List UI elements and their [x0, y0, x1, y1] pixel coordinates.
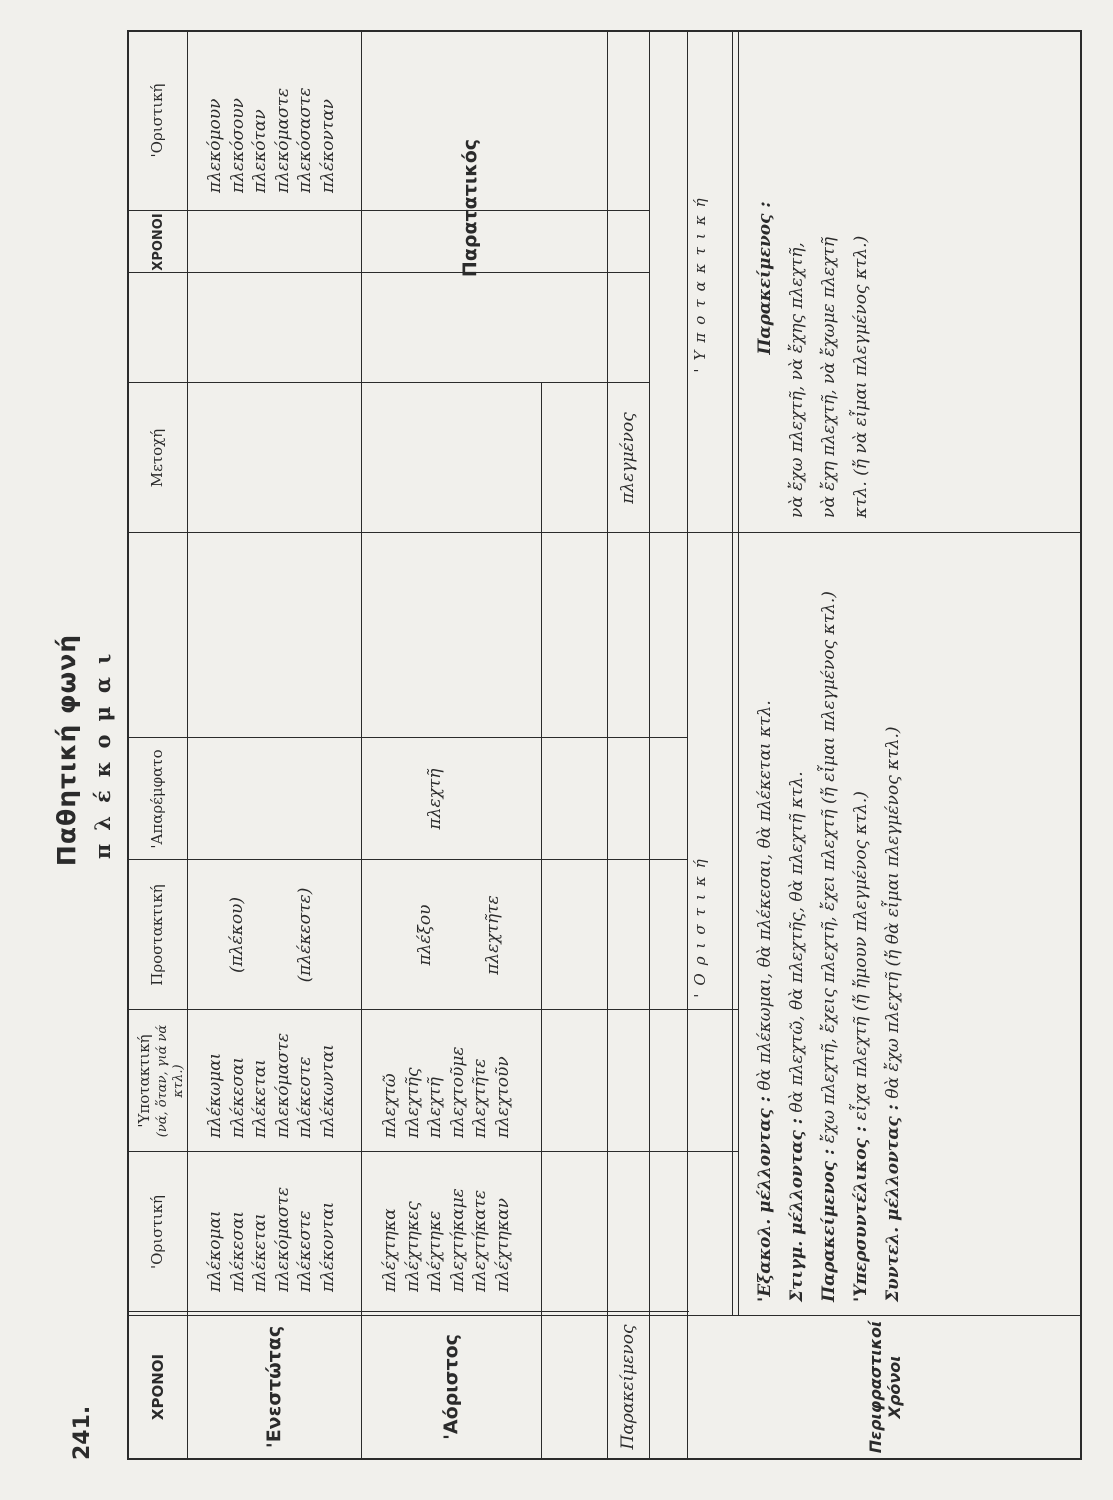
line-text: θὰ πλέκωμαι, θὰ πλέκεσαι, θὰ πλέκεται κτλ. — [755, 700, 775, 1091]
col-divider — [687, 532, 1082, 533]
form: πλεκόμαστε — [272, 1032, 293, 1138]
form: (πλέκου) — [227, 896, 247, 974]
form: πλέχτηκαν — [492, 1198, 513, 1292]
header-subjunctive-block — [135, 1010, 187, 1152]
form: (πλέκεστε) — [294, 887, 315, 983]
header-imperative: Προστακτική — [148, 884, 167, 986]
form: πλεχτήκατε — [470, 1189, 490, 1292]
row-divider — [361, 30, 362, 1458]
periphrastic-subjunctive-head: 'Υποτακτική — [691, 190, 709, 373]
form: πλέκομαι — [205, 1210, 225, 1292]
form: πλέκεται — [250, 1213, 270, 1292]
col-divider — [129, 1311, 689, 1312]
form: πλέκωμαι — [205, 1052, 225, 1138]
subj-line: νὰ ἔχη πλεχτῆ, νὰ ἔχωμε πλεχτῆ — [819, 236, 839, 518]
aorist-subjunctive — [379, 1010, 514, 1138]
tense-perfect: Παρακείμενος — [618, 1324, 638, 1450]
present-indicative — [204, 1152, 339, 1292]
form: πλέξου — [415, 904, 435, 966]
form: πλέκονταν — [317, 98, 338, 193]
header-tenses-right: ΧΡΟΝΟΙ — [150, 213, 166, 271]
aorist-indicative — [379, 1152, 514, 1292]
aorist-imperative — [414, 860, 504, 1010]
verb-heading: πλέκομαι — [90, 640, 115, 860]
periphrastic-line — [877, 537, 909, 1302]
page-title: Παθητική φωνή — [52, 633, 81, 867]
col-divider — [129, 859, 687, 860]
form: πλεχτοῦν — [492, 1056, 513, 1138]
present-imperative — [226, 860, 316, 1010]
periphrastic-subjunctive — [749, 38, 877, 518]
col-divider — [129, 382, 649, 383]
aorist-infinitive: πλεχτῆ — [425, 768, 445, 830]
header-indicative: 'Οριστική — [148, 1195, 167, 1269]
page-number: 241. — [70, 1405, 95, 1460]
tense-periphrastic: Περιφραστικοί Χρόνοι — [865, 1320, 904, 1454]
imperfect-indicative — [204, 33, 339, 193]
row-divider — [541, 383, 542, 1458]
subj-line: νὰ ἔχω πλεχτῆ, νὰ ἔχης πλεχτῆ, — [787, 242, 807, 518]
row-divider — [649, 30, 650, 1458]
form: πλέχτηκες — [402, 1201, 423, 1292]
form: πλέκεστε — [295, 1056, 315, 1138]
periphrastic-line — [749, 537, 781, 1302]
line-label: 'Εξακολ. μέλλοντας : — [755, 1096, 775, 1302]
form: πλεχτῆτε — [470, 1058, 490, 1138]
form: πλεχτοῦμε — [447, 1046, 468, 1138]
form: πλεκόμαστε — [272, 87, 293, 193]
form: πλεχτῆς — [402, 1067, 423, 1138]
tense-aorist: 'Αόριστος — [440, 1334, 462, 1440]
line-label: 'Υπερσυντέλικος : — [851, 1125, 871, 1302]
line-text: θὰ ἔχω πλεχτῆ (ἤ θὰ εἶμαι πλεγμένος κτλ.) — [883, 726, 903, 1099]
tense-imperfect: Παρατατικός — [459, 138, 481, 278]
form: πλέκεσαι — [227, 1210, 248, 1292]
present-subjunctive — [204, 1010, 339, 1138]
form: πλέχτηκα — [380, 1208, 400, 1292]
tense-present: 'Ενεστώτας — [263, 1325, 285, 1449]
form: πλέκεσαι — [227, 1056, 248, 1138]
row-divider — [607, 30, 608, 1458]
col-divider — [129, 737, 687, 738]
form: πλεχτῆτε — [482, 895, 503, 975]
form: πλέκεστε — [295, 1210, 315, 1292]
form: πλέχτηκε — [425, 1210, 445, 1292]
row-divider — [738, 30, 739, 1316]
line-label: Παρακείμενος : — [819, 1148, 839, 1302]
perfect-participle: πλεγμένος — [617, 412, 638, 504]
header-tenses: ΧΡΟΝΟΙ — [149, 1353, 167, 1421]
tense-imperfect-block — [187, 211, 361, 273]
form: πλεκόμαστε — [272, 1186, 293, 1292]
line-text: θὰ πλεχτῶ, θὰ πλεχτῆς, θὰ πλεχτῆ κτλ. — [787, 771, 807, 1113]
line-text: ἔχω πλεχτῆ, ἔχεις πλεχτῆ, ἔχει πλεχτῆ (ἤ εἶμαι πλεγμένος κτλ.) — [819, 591, 839, 1144]
row-divider — [732, 30, 733, 1316]
row-divider — [687, 30, 688, 1458]
form: πλεκόμουν — [205, 98, 225, 193]
periphrastic-line — [781, 537, 813, 1302]
form: πλεκόσουν — [227, 98, 248, 193]
line-text: εἶχα πλεχτῆ (ἤ ἤμουν πλεγμένος κτλ.) — [851, 791, 871, 1121]
form: πλεκόσαστε — [295, 87, 315, 193]
conjugation-table — [127, 30, 1082, 1460]
header-subjunctive: 'Υποτακτική — [135, 1034, 153, 1128]
periphrastic-line — [845, 537, 877, 1302]
subj-perfect-label: Παρακείμενος : — [755, 201, 775, 355]
form: πλέκεται — [250, 1059, 270, 1138]
line-label: Συντελ. μέλλοντας : — [883, 1104, 903, 1302]
header-participle: Μετοχή — [148, 428, 167, 488]
periphrastic-indicative-head: 'Οριστική — [691, 851, 709, 998]
form: πλέκονται — [317, 1201, 338, 1292]
form: πλεχτήκαμε — [447, 1188, 468, 1292]
header-indicative-right: 'Οριστική — [148, 83, 167, 158]
form: πλεχτῶ — [380, 1073, 400, 1138]
subj-line: κτλ. (ἤ νὰ εἶμαι πλεγμένος κτλ.) — [851, 235, 871, 518]
periphrastic-line — [813, 537, 845, 1302]
header-infinitive: 'Απαρέμφατο — [148, 749, 167, 849]
form: πλεχτῆ — [425, 1077, 445, 1138]
header-subjunctive-note: (νά, ὅταν, γιά νά κτλ.) — [154, 1024, 187, 1138]
col-divider — [649, 1315, 1082, 1316]
form: πλεκόταν — [250, 109, 270, 193]
periphrastic-indicative — [749, 537, 909, 1302]
form: πλέκωνται — [317, 1044, 338, 1138]
line-label: Στιγμ. μέλλοντας : — [787, 1117, 807, 1302]
